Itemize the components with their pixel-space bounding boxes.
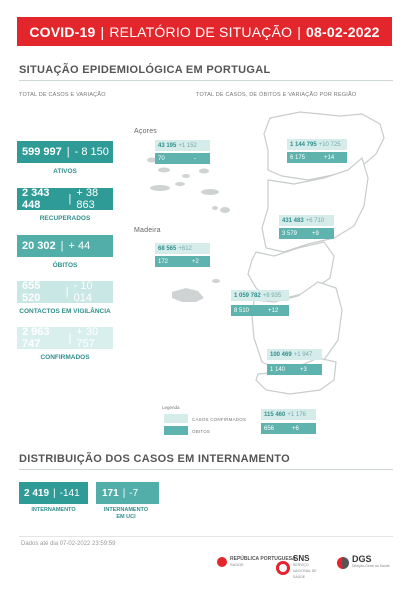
section-title-epidemiological: SITUAÇÃO EPIDEMIOLÓGICA EM PORTUGAL (19, 64, 271, 76)
republica-emblem-icon (217, 557, 227, 567)
stat-separator: | (66, 146, 70, 158)
legend-label-deaths: ÓBITOS (192, 429, 211, 434)
region-acores-deaths (155, 153, 210, 164)
region-alentejo-deaths (267, 364, 322, 375)
region-deaths-change: +14 (324, 154, 335, 161)
region-cases-value: 1 059 782 (234, 292, 261, 299)
dgs-emblem-icon (337, 557, 349, 569)
stat-change: - 10 014 (73, 280, 93, 304)
header-separator: | (297, 23, 302, 40)
stat-value: 20 302 (22, 240, 56, 252)
section-title-hospital: DISTRIBUIÇÃO DOS CASOS EM INTERNAMENTO (19, 453, 290, 465)
section-divider (19, 469, 393, 470)
region-deaths-value: 8 510 (234, 307, 250, 314)
stat-label-confirmed: CONFIRMADOS (40, 354, 90, 361)
stat-label-icu: INTERNAMENTO EM UCI (103, 507, 149, 520)
legend-label-confirmed: CASOS CONFIRMADOS (192, 417, 247, 422)
region-deaths-value: 172 (158, 258, 169, 265)
stat-hospitalized (19, 482, 88, 504)
stat-change: + 30 757 (76, 326, 99, 350)
stat-change: - 8 150 (74, 146, 109, 158)
region-algarve-cases (261, 409, 316, 420)
stat-change: + 44 (68, 240, 91, 252)
stat-separator: | (68, 332, 72, 344)
region-norte-cases (287, 139, 347, 150)
stat-change: -7 (129, 487, 139, 499)
region-deaths-change: +2 (192, 258, 199, 265)
logo-sns (276, 556, 325, 580)
sns-name: SNS (293, 554, 310, 563)
logo-dgs (337, 556, 390, 570)
region-lvt-cases (231, 290, 289, 301)
stat-label-deaths: ÓBITOS (52, 262, 78, 269)
region-deaths-value: 1 140 (270, 366, 286, 373)
stat-confirmed (17, 327, 113, 349)
stat-separator: | (53, 487, 56, 499)
header-covid: COVID-19 (29, 23, 96, 40)
region-cases-value: 100 469 (270, 351, 292, 358)
legend-swatch-deaths (164, 426, 188, 435)
region-cases-value: 1 144 795 (290, 141, 317, 148)
stat-value: 2 419 (24, 487, 50, 499)
region-deaths-value: 70 (158, 155, 165, 162)
region-alentejo-cases (267, 349, 322, 360)
region-cases-change: +8 935 (262, 292, 282, 299)
madeira-islands (172, 279, 220, 302)
region-cases-value: 43 195 (158, 142, 177, 149)
stat-label-active: ATIVOS (53, 168, 77, 175)
region-cases-change: +10 725 (318, 141, 341, 148)
region-centro-cases (279, 215, 334, 226)
dgs-sub: Direção-Geral da Saúde (352, 564, 390, 568)
stat-value: 2 343 448 (22, 187, 50, 211)
region-cases-change: +1 152 (178, 142, 197, 149)
stat-separator: | (122, 487, 126, 499)
region-cases-change: +6 710 (305, 217, 325, 224)
region-deaths-value: 6 175 (290, 154, 306, 161)
region-deaths-change: - (194, 155, 196, 162)
region-lvt-deaths (231, 305, 289, 316)
footer-data-note: Dados até dia 07-02-2022 23:59:59 (21, 541, 116, 547)
portugal-map (130, 100, 400, 440)
section-divider (19, 80, 393, 81)
region-cases-value: 431 483 (282, 217, 304, 224)
region-centro-deaths (279, 228, 334, 239)
subtitle-total-cases: TOTAL DE CASOS E VARIAÇÃO (19, 92, 106, 98)
region-acores-cases (155, 140, 210, 151)
region-algarve-deaths (261, 423, 316, 434)
stat-value: 2 963 747 (22, 326, 50, 350)
republica-name: REPÚBLICA PORTUGUESA (230, 556, 296, 562)
stat-label-contacts: CONTACTOS EM VIGILÂNCIA (19, 308, 111, 315)
region-deaths-change: +3 (300, 366, 307, 373)
stat-active (17, 141, 113, 163)
stat-separator: | (65, 286, 69, 298)
header-separator: | (100, 23, 105, 40)
region-deaths-change: +6 (292, 425, 299, 432)
region-deaths-change: +9 (312, 230, 319, 237)
stat-contacts (17, 281, 113, 303)
dgs-name: DGS (352, 554, 372, 564)
header-date: 08-02-2022 (306, 23, 380, 40)
region-deaths-change: +12 (268, 307, 279, 314)
stat-separator: | (68, 193, 72, 205)
report-header (17, 17, 392, 46)
region-cases-value: 68 565 (158, 245, 177, 252)
label-madeira: Madeira (134, 227, 161, 234)
stat-change: -141 (59, 487, 80, 499)
azores-islands (147, 155, 230, 214)
subtitle-regions: TOTAL DE CASOS, DE ÓBITOS E VARIAÇÃO POR REGIÃO (196, 92, 357, 98)
stat-recovered (17, 188, 113, 210)
header-report: RELATÓRIO DE SITUAÇÃO (109, 23, 293, 40)
legend-swatch-confirmed (164, 414, 188, 423)
label-azores: Açores (134, 128, 157, 135)
stat-value: 655 520 (22, 280, 41, 304)
sns-sub: SERVIÇO NACIONAL DE SAÚDE (293, 563, 317, 579)
republica-sub: SAÚDE (230, 562, 244, 567)
region-cases-change: +1 176 (287, 411, 306, 418)
region-deaths-value: 656 (264, 425, 275, 432)
region-cases-change: +1 947 (293, 351, 313, 358)
region-madeira-cases (155, 243, 210, 254)
footer-divider (19, 536, 393, 537)
stat-value: 599 997 (22, 146, 62, 158)
stat-label-recovered: RECUPERADOS (39, 215, 91, 222)
stat-change: + 38 863 (76, 187, 99, 211)
stat-separator: | (60, 240, 64, 252)
stat-deaths (17, 235, 113, 257)
stat-label-hospitalized: INTERNAMENTO (31, 507, 76, 513)
stat-icu (96, 482, 159, 504)
region-madeira-deaths (155, 256, 210, 267)
region-cases-value: 115 460 (264, 411, 286, 418)
sns-emblem-icon (276, 561, 290, 575)
map-legend (162, 405, 180, 410)
region-deaths-value: 3 579 (282, 230, 298, 237)
region-cases-change: +612 (178, 245, 192, 252)
region-norte-deaths (287, 152, 347, 163)
legend-title: Legenda (162, 405, 180, 410)
stat-value: 171 (102, 487, 119, 499)
